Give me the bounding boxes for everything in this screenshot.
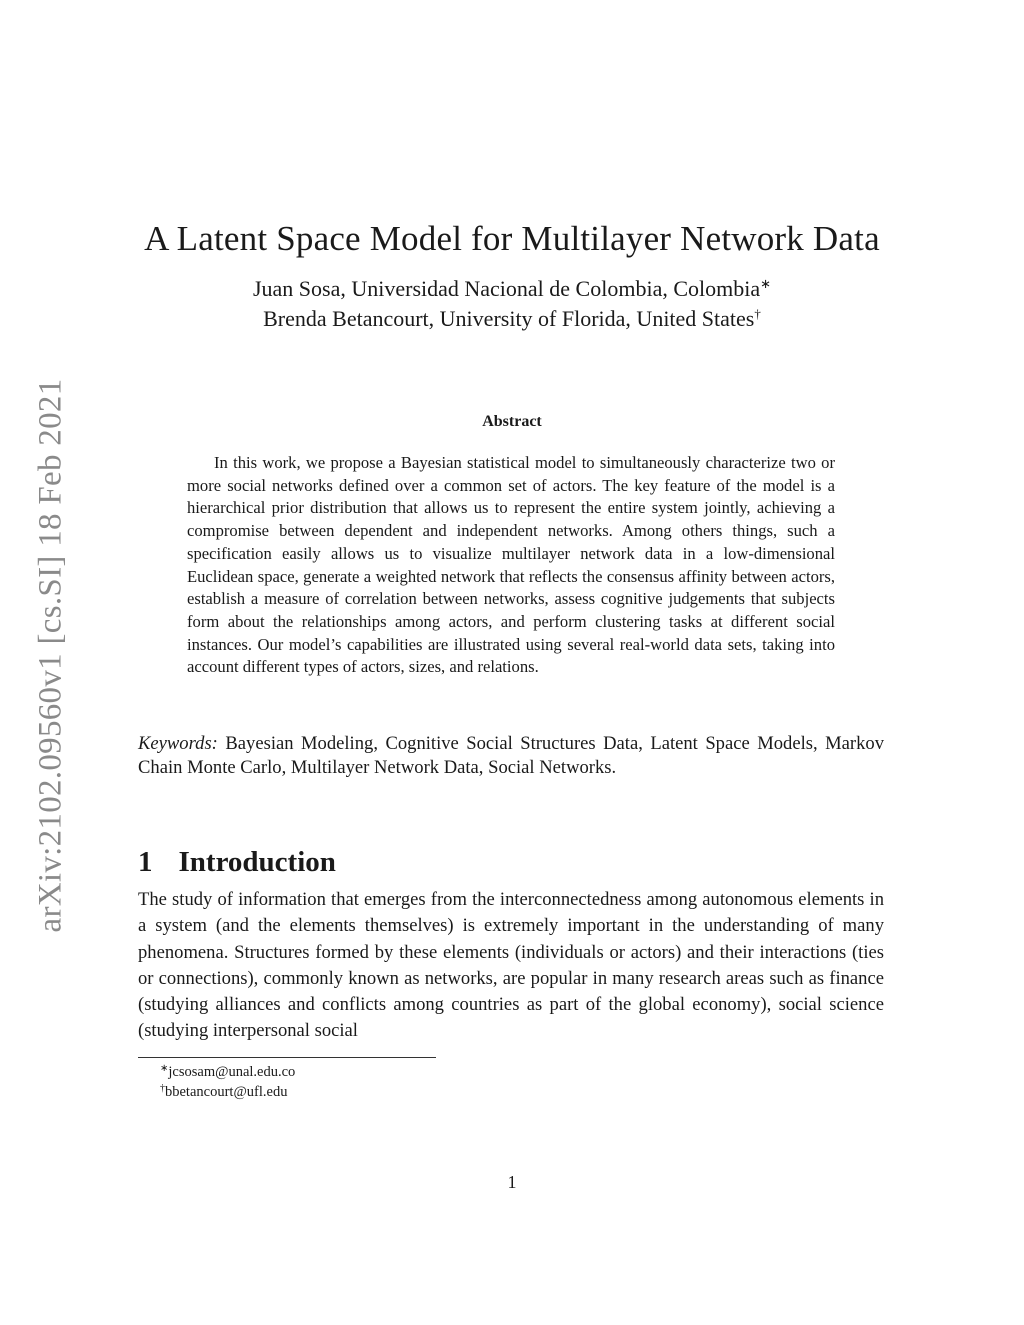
- author-2-affiliation: Brenda Betancourt, University of Florida, United States: [263, 306, 755, 331]
- abstract-body: In this work, we propose a Bayesian statistical model to simultaneously characterize two or more social networks defined over a common set of actors. The key feature of the model is a hierarchical prior distribution that allows us to represent the entire system jointly, achieving a compromise between dependent and independent networks. Among others things, such a specification easily allows us to visualize multilayer network data in a low-dimensional Euclidean space, generate a weighted network that reflects the consensus affinity between actors, establish a measure of correlation between networks, assess cognitive judgements that subjects form about the relationships among actors, and perform clustering tasks at different social instances. Our model’s capabilities are illustrated using several real-world data sets, taking into account different types of actors, sizes, and relations.: [187, 453, 835, 677]
- footnote-2-mark: †: [160, 1083, 165, 1094]
- footnotes: [160, 1062, 295, 1102]
- author-line-1: [0, 274, 1024, 304]
- page-number: 1: [507, 1172, 517, 1192]
- arxiv-identifier-text: arXiv:2102.09560v1 [cs.SI] 18 Feb 2021: [32, 377, 69, 933]
- section-number: 1: [138, 846, 153, 879]
- introduction-body: The study of information that emerges from the interconnectedness among autonomous elements in a system (and the elements themselves) is extremely important in the understanding of many phenomena. Structures formed by these elements (individuals or actors) and their interactions (ties or connections), commonly known as networks, are popular in many research areas such as finance (studying alliances and conflicts among countries as part of the global economy), social science (studying interpersonal social: [138, 889, 884, 1042]
- footnote-1-mark: ∗: [160, 1063, 169, 1074]
- paper-title: A Latent Space Model for Multilayer Network Data: [144, 219, 880, 259]
- author-list: [0, 274, 1024, 334]
- footnote-divider: [138, 1057, 436, 1058]
- footnote-2-email[interactable]: bbetancourt@ufl.edu: [165, 1084, 288, 1100]
- section-heading-introduction: [138, 846, 336, 879]
- keywords-label: Keywords:: [138, 733, 218, 754]
- footnote-1-email[interactable]: jcsosam@unal.edu.co: [168, 1064, 296, 1080]
- footnote-2: [160, 1082, 295, 1102]
- section-title: Introduction: [178, 846, 336, 879]
- footnote-1: [160, 1062, 295, 1082]
- author-2-footnote-mark[interactable]: †: [754, 306, 761, 321]
- author-1-affiliation: Juan Sosa, Universidad Nacional de Colombia, Colombia: [252, 276, 761, 301]
- arxiv-identifier-stamp: [28, 370, 74, 940]
- keywords-text: Bayesian Modeling, Cognitive Social Structures Data, Latent Space Models, Markov Chain Monte Carlo, Multilayer Network Data, Social Networks.: [138, 733, 884, 778]
- keywords-paragraph: [138, 732, 884, 780]
- author-line-2: [0, 304, 1024, 334]
- author-1-footnote-mark[interactable]: ∗: [760, 276, 772, 291]
- abstract-heading: Abstract: [482, 413, 542, 430]
